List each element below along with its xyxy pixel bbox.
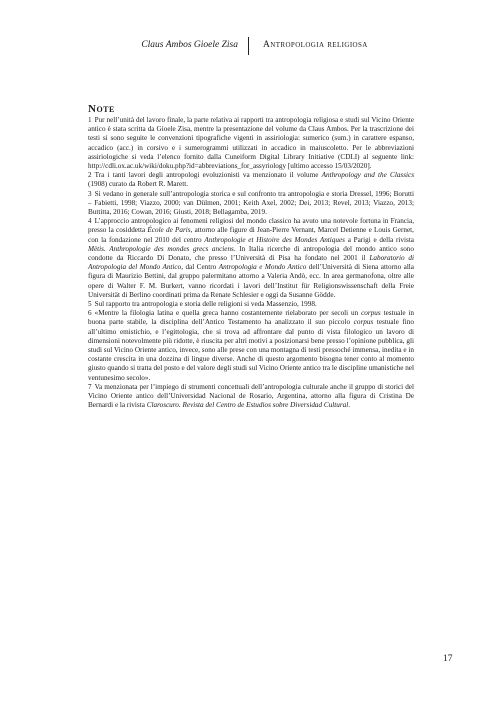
footnote-text: , attorno alle figure di Jean-Pierre Vernant, Marcel Detienne e Louis Gernet, con la fondazione nel 2010 del centro (88, 226, 414, 244)
footnote-text: a Parigi e della rivista (344, 235, 415, 244)
footnote-text: , dal Centro (181, 263, 219, 272)
footnote-number: 7 (88, 382, 92, 391)
footnote (88, 309, 414, 383)
footnote-text: dell’Università di Siena attorno alla figura di Maurizio Bettini, dal gruppo palermitano attorno a Valeria Andò, ecc. In area germanofona, oltre alle opere di Walter F. M. Burkert, vanno ricordati i lavori dell’Institut für Religionswissenschaft della Freie Universität di Berlino coordinati prima da Renate Schlesier e oggi da Susanne Gödde. (88, 263, 414, 299)
footnote-text: «Mentre la filologia latina e quella greca hanno costantemente rielaborato per secoli un (94, 309, 362, 318)
footnote (88, 171, 414, 189)
running-head-author: Claus Ambos Gioele Zisa (141, 40, 238, 50)
footnote-italic-text: Claroscuro. Revista del Centro de Estudios sobre Diversidad Cultural (146, 401, 349, 410)
running-head (0, 40, 496, 54)
footnote-text: Si vedano in generale sull’antropologia storica e sul confronto tra antropologia e storia Dressel, 1996; Borutti – Fabietti, 1998; Viazzo, 2000; van Dülmen, 2001; Keith Axel, 2002; Dei, 2013; Revel, 2013; Viazzo, 2013; Buttitta, 2016; Cowan, 2016; Giusti, 2018; Bellagamba, 2019. (88, 189, 414, 217)
footnote-text: (1908) curato da Robert R. Marett. (88, 180, 188, 189)
footnote-italic-text: Anthropology and the Classics (321, 171, 414, 180)
footnote-number: 3 (88, 189, 92, 198)
running-head-title: Antropologia religiosa (263, 40, 368, 50)
footnote-text: Tra i tanti lavori degli antropologi evoluzionisti va menzionato il volume (94, 171, 322, 180)
footnote-italic-text: corpus (361, 309, 381, 318)
footnote-italic-text: École de Paris (147, 226, 191, 235)
page-number: 17 (443, 654, 453, 664)
footnote-text: . (348, 401, 351, 410)
footnote (88, 190, 414, 218)
footnote-text: testuale fino all’ultimo emistichio, e l’egittologia, che si trova ad affrontare dal punto di vista filologico un lavoro di dimensioni notevolmente più ridotte, è riuscita per altri motivi a posizionarsi bene presso l’opinione pubblica, gli studi sul Vicino Oriente antico, invece, sono alle prese con una montagna di testi pressoché immensa, inedita e in costante crescita in una dozzina di lingue diverse. Anche di questo argomento bisogna tener conto al momento giusto quando si tratta del posto e del valore degli studi sul Vicino Oriente antico tra le discipline umanistiche nel ventunesimo secolo». (88, 318, 414, 382)
footnote-italic-text: Antropologia e Mondo Antico (218, 263, 307, 272)
footnote-number: 4 (88, 217, 92, 226)
footnote-italic-text: Anthropologie et Histoire des Mondes Antiques (204, 235, 345, 244)
footnote-italic-text: Laboratorio di Antropologia del Mondo Antico (88, 254, 414, 272)
notes-list (88, 116, 414, 411)
footnote (88, 217, 414, 300)
footnote-number: 5 (88, 300, 92, 309)
footnote-number: 6 (88, 309, 92, 318)
footnote-text: Pur nell’unità del lavoro finale, la parte relativa ai rapporti tra antropologia religiosa e studi sul Vicino Oriente antico è stata scritta da Gioele Zisa, mentre la presentazione del volume da Claus Ambos. Per la trascrizione dei testi si sono seguite le convenzioni tipografiche vigenti in assiriologia: sumerico (sum.) in carattere espanso, accadico (acc.) in corsivo e i sumerogrammi utilizzati in accadico in maiuscoletto. Per le abbreviazioni assiriologiche si veda l’elenco fornito dalla Cuneiform Digital Library Initiative (CDLI) al seguente link: http://cdli.ox.ac.uk/wiki/doku.php?id=abbreviations_for_assyriology [ultimo accesso 15/03/2020]. (88, 116, 414, 171)
footnote-italic-text: corpus (353, 318, 374, 327)
footnote (88, 383, 414, 411)
footnote-text: testuale in buona parte stabile, la disciplina dell’Antico Testamento ha analizzato il suo piccolo (88, 309, 414, 327)
notes-section (88, 103, 414, 411)
footnote-text: Va menzionata per l’impiego di strumenti concettuali dell’antropologia culturale anche il gruppo di storici del Vicino Oriente antico dell’Universidad Nacional de Rosario, Argentina, attorno alla figura di Cristina De Bernardi e la rivista (88, 382, 414, 410)
footnote-italic-text: Mètis. Anthropologie des mondes grecs anciens (88, 244, 234, 253)
footnote (88, 116, 414, 171)
footnote-text: Sul rapporto tra antropologia e storia delle religioni si veda Massenzio, 1998. (94, 300, 317, 309)
footnote-number: 2 (88, 171, 92, 180)
footnote-number: 1 (88, 116, 92, 124)
footnote-text: . In Italia ricerche di antropologia del mondo antico sono condotte da Riccardo Di Donato, che presso l’Università di Pisa ha fondato nel 2001 il (88, 244, 414, 263)
footnote-text: L’approccio antropologico ai fenomeni religiosi del mondo classico ha avuto una notevole fortuna in Francia, presso la cosiddetta (88, 217, 414, 235)
notes-heading: Note (88, 103, 115, 115)
footnote (88, 300, 414, 309)
running-head-separator (248, 37, 249, 55)
